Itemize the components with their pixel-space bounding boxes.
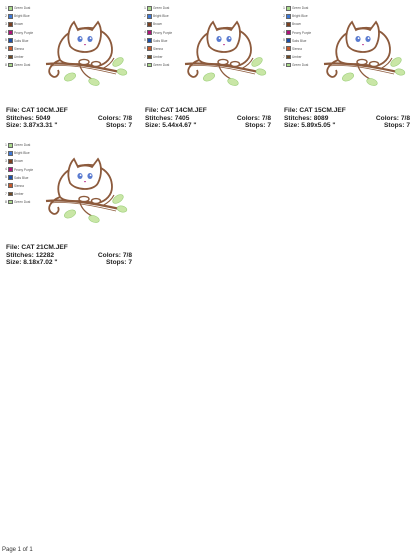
thread-name: Saks Blue [14, 38, 29, 43]
color-swatch [147, 30, 152, 35]
color-swatch [8, 22, 13, 27]
palette-row [283, 45, 323, 53]
color-swatch [8, 46, 13, 51]
color-swatch [8, 200, 13, 205]
palette-number: 5 [144, 38, 146, 43]
thread-name: Brown [14, 22, 24, 27]
palette-number: 3 [283, 22, 285, 27]
stop-count: Stops: 7 [383, 122, 410, 130]
color-swatch [8, 151, 13, 156]
design-size: Size: 5.89x5.05 " [284, 122, 336, 130]
color-count: Colors: 7/8 [375, 114, 410, 122]
color-swatch [8, 143, 13, 148]
palette-row [283, 54, 323, 62]
thread-name: Green Dust [153, 62, 170, 67]
palette-row [283, 13, 323, 21]
thread-name: Green Dust [292, 62, 309, 67]
palette-number: 5 [5, 175, 7, 180]
color-swatch [8, 38, 13, 43]
palette-row [5, 199, 45, 207]
color-swatch [286, 46, 291, 51]
palette-row [5, 37, 45, 45]
thread-name: Peony Purple [292, 30, 312, 35]
thread-name: Umber [153, 54, 163, 59]
color-swatch [286, 30, 291, 35]
color-swatch [147, 38, 152, 43]
design-size: Size: 8.18x7.02 " [6, 259, 58, 267]
color-swatch [147, 46, 152, 51]
design-info [6, 107, 132, 130]
file-name: File: CAT 21CM.JEF [6, 244, 68, 251]
palette-row [5, 5, 45, 13]
thread-name: Green Dust [14, 62, 31, 67]
design-size: Size: 5.44x4.67 " [145, 122, 197, 130]
thread-name: Saks Blue [14, 175, 29, 180]
palette-row [283, 29, 323, 37]
thread-name: Umber [292, 54, 302, 59]
stop-count: Stops: 7 [105, 122, 132, 130]
palette-number: 2 [283, 14, 285, 19]
palette-number: 1 [5, 143, 7, 147]
color-swatch [8, 159, 13, 164]
palette-number: 3 [5, 22, 7, 27]
cat-on-branch-image [179, 6, 271, 86]
palette-number: 3 [5, 159, 7, 164]
palette-number: 7 [144, 54, 146, 59]
color-count: Colors: 7/8 [236, 114, 271, 122]
palette-number: 4 [144, 30, 146, 35]
palette-row [144, 21, 184, 29]
palette-row [5, 150, 45, 158]
palette-number: 5 [283, 38, 285, 43]
color-count: Colors: 7/8 [97, 114, 132, 122]
palette-row [283, 62, 323, 70]
palette-row [144, 62, 184, 70]
design-card-2 [139, 5, 272, 130]
palette-row [5, 62, 45, 70]
palette-row [5, 174, 45, 182]
color-swatch [286, 38, 291, 43]
palette-row [5, 142, 45, 150]
thread-name: Brown [153, 22, 163, 27]
thread-name: Saks Blue [292, 38, 307, 43]
color-swatch [8, 175, 13, 180]
design-size: Size: 3.87x3.31 " [6, 122, 58, 130]
color-swatch [147, 63, 152, 68]
color-swatch [147, 55, 152, 60]
palette-row [5, 191, 45, 199]
design-info [6, 244, 132, 267]
palette-row [144, 13, 184, 21]
palette-number: 1 [144, 6, 146, 10]
stitch-count: Stitches: 8089 [284, 114, 329, 122]
palette-row [5, 29, 45, 37]
thread-name: Brown [292, 22, 302, 27]
stitch-count: Stitches: 7405 [145, 114, 190, 122]
cat-on-branch-image [40, 6, 132, 86]
color-swatch [147, 6, 152, 11]
palette-number: 8 [283, 62, 285, 67]
design-info [145, 107, 271, 130]
palette-number: 1 [283, 6, 285, 10]
design-card-1 [0, 5, 133, 130]
thread-name: Saks Blue [153, 38, 168, 43]
color-palette [283, 5, 323, 70]
file-name: File: CAT 15CM.JEF [284, 107, 346, 114]
palette-number: 3 [144, 22, 146, 27]
file-name: File: CAT 10CM.JEF [6, 107, 68, 114]
palette-number: 6 [5, 46, 7, 51]
palette-row [5, 158, 45, 166]
palette-row [144, 29, 184, 37]
thread-name: Peony Purple [153, 30, 173, 35]
stitch-count: Stitches: 5049 [6, 114, 51, 122]
color-swatch [286, 63, 291, 68]
palette-number: 8 [5, 199, 7, 204]
palette-row [5, 54, 45, 62]
thread-name: Sienna [14, 46, 24, 51]
color-swatch [286, 22, 291, 27]
thread-name: Green Dust [153, 6, 170, 11]
thread-name: Green Dust [14, 199, 31, 204]
palette-row [5, 13, 45, 21]
color-swatch [8, 14, 13, 19]
color-swatch [147, 22, 152, 27]
palette-number: 4 [5, 167, 7, 172]
color-swatch [8, 63, 13, 68]
palette-row [283, 37, 323, 45]
color-swatch [8, 167, 13, 172]
palette-number: 7 [283, 54, 285, 59]
palette-row [283, 5, 323, 13]
palette-row [283, 21, 323, 29]
thread-name: Sienna [14, 183, 24, 188]
stop-count: Stops: 7 [244, 122, 271, 130]
color-swatch [147, 14, 152, 19]
palette-row [5, 45, 45, 53]
thread-name: Peony Purple [14, 167, 34, 172]
palette-number: 6 [5, 183, 7, 188]
design-card-3 [278, 5, 411, 130]
cat-on-branch-image [40, 143, 132, 223]
color-palette [5, 142, 45, 207]
palette-number: 2 [144, 14, 146, 19]
palette-row [144, 45, 184, 53]
stitch-count: Stitches: 12282 [6, 251, 55, 259]
color-swatch [286, 14, 291, 19]
thread-name: Bright Blue [14, 151, 30, 156]
color-swatch [286, 55, 291, 60]
palette-number: 8 [144, 62, 146, 67]
color-palette [144, 5, 184, 70]
palette-number: 7 [5, 54, 7, 59]
palette-number: 1 [5, 6, 7, 10]
thread-name: Bright Blue [292, 14, 308, 19]
palette-row [5, 182, 45, 190]
design-card-4 [0, 142, 133, 267]
color-swatch [8, 30, 13, 35]
palette-row [5, 166, 45, 174]
palette-number: 4 [5, 30, 7, 35]
thread-name: Peony Purple [14, 30, 34, 35]
color-swatch [8, 192, 13, 197]
thread-name: Green Dust [14, 6, 31, 11]
thread-name: Sienna [292, 46, 302, 51]
thread-name: Sienna [153, 46, 163, 51]
palette-number: 7 [5, 191, 7, 196]
thread-name: Umber [14, 191, 24, 196]
thread-name: Bright Blue [14, 14, 30, 19]
palette-row [144, 54, 184, 62]
palette-number: 6 [283, 46, 285, 51]
palette-number: 4 [283, 30, 285, 35]
palette-row [144, 5, 184, 13]
palette-number: 5 [5, 38, 7, 43]
thread-name: Brown [14, 159, 24, 164]
color-swatch [286, 6, 291, 11]
design-info [284, 107, 410, 130]
palette-number: 2 [5, 151, 7, 156]
palette-row [144, 37, 184, 45]
color-palette [5, 5, 45, 70]
palette-number: 8 [5, 62, 7, 67]
palette-number: 2 [5, 14, 7, 19]
cat-on-branch-image [318, 6, 410, 86]
stop-count: Stops: 7 [105, 259, 132, 267]
thread-name: Umber [14, 54, 24, 59]
color-swatch [8, 6, 13, 11]
thread-name: Bright Blue [153, 14, 169, 19]
color-swatch [8, 55, 13, 60]
color-count: Colors: 7/8 [97, 251, 132, 259]
thread-name: Green Dust [292, 6, 309, 11]
thread-name: Green Dust [14, 143, 31, 148]
palette-row [5, 21, 45, 29]
color-swatch [8, 183, 13, 188]
page-footer: Page 1 of 1 [2, 547, 33, 553]
palette-number: 6 [144, 46, 146, 51]
file-name: File: CAT 14CM.JEF [145, 107, 207, 114]
